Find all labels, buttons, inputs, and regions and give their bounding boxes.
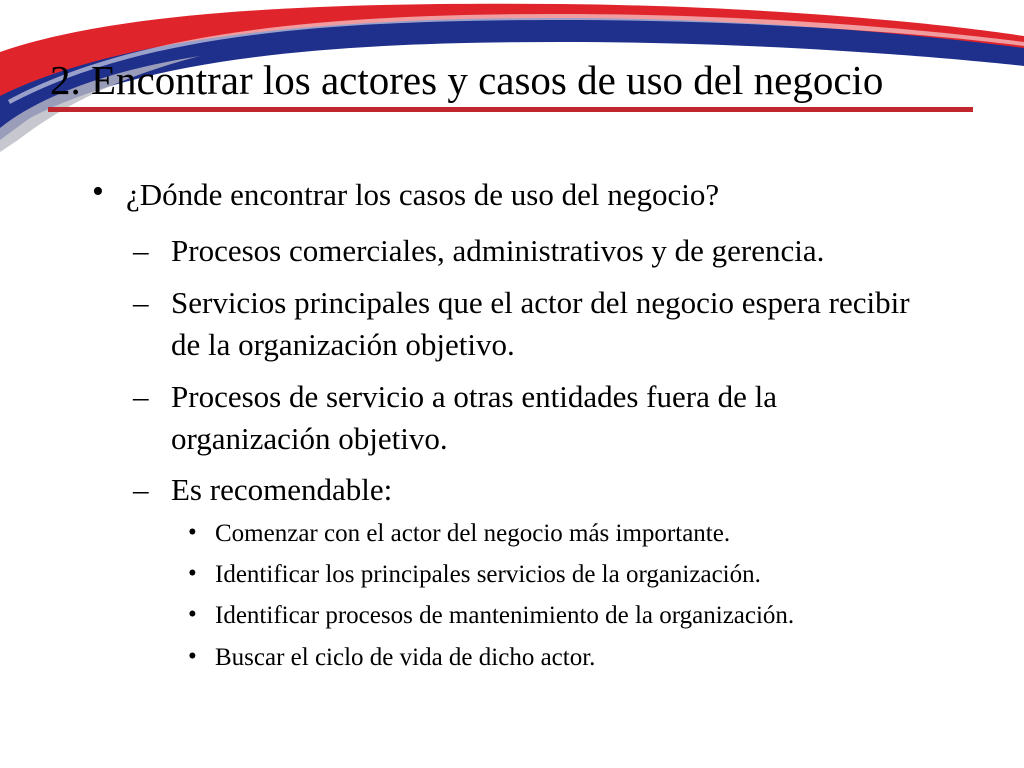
- dot-icon: •: [188, 560, 197, 587]
- point-text: Comenzar con el actor del negocio más importante.: [215, 520, 731, 547]
- dot-icon: •: [188, 519, 197, 546]
- point-text: Identificar los principales servicios de la organización.: [215, 561, 761, 588]
- title-underline: [48, 107, 973, 112]
- point-text: Identificar procesos de mantenimiento de la organización.: [215, 602, 795, 629]
- bullet-text: ¿Dónde encontrar los casos de uso del negocio?: [126, 177, 720, 212]
- slide-title: 2. Encontrar los actores y casos de uso del negocio: [50, 57, 884, 103]
- subitem-text: Servicios principales que el actor del negocio espera recibir de la organización objetivo.: [171, 285, 910, 362]
- point-text: Buscar el ciclo de vida de dicho actor.: [215, 644, 596, 671]
- dot-icon: •: [188, 643, 197, 670]
- dash-icon: –: [133, 285, 149, 320]
- dash-icon: –: [133, 233, 149, 268]
- subitem-text: Procesos comerciales, administrativos y de gerencia.: [171, 233, 825, 268]
- dot-icon: •: [188, 601, 197, 628]
- bullet-icon: •: [92, 173, 104, 210]
- subitem-text: Es recomendable:: [171, 472, 393, 507]
- dash-icon: –: [133, 472, 149, 507]
- subitem-text: Procesos de servicio a otras entidades fuera de la organización objetivo.: [171, 379, 777, 456]
- dash-icon: –: [133, 379, 149, 414]
